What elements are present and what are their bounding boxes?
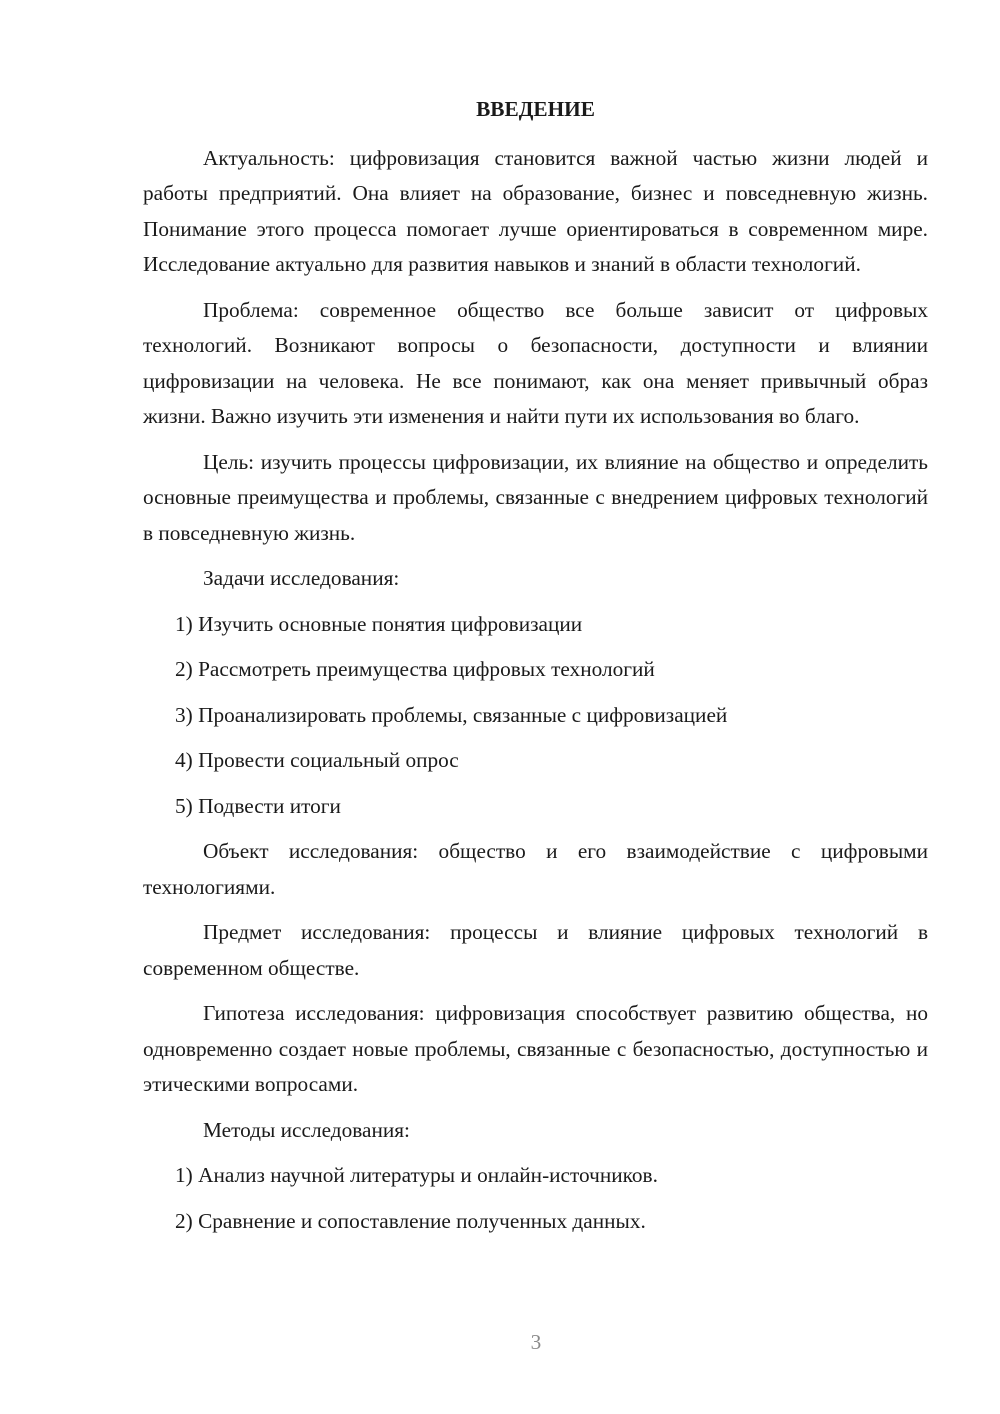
goal-paragraph: Цель: изучить процессы цифровизации, их влияние на общество и определить основные преимущества и проблемы, связанные с внедрением цифровых технологий в повседневную жизнь.	[143, 449, 928, 545]
subject-paragraph: Предмет исследования: процессы и влияние цифровых технологий в современном обществе.	[143, 920, 928, 980]
tasks-heading: Задачи исследования:	[203, 566, 400, 590]
document-page	[143, 92, 928, 1249]
page-title: ВВЕДЕНИЕ	[476, 97, 595, 121]
list-item: 1) Анализ научной литературы и онлайн-источников.	[175, 1163, 658, 1187]
list-item: 5) Подвести итоги	[175, 793, 341, 818]
list-item: 2) Сравнение и сопоставление полученных данных.	[175, 1208, 646, 1233]
tasks-list	[143, 607, 928, 825]
hypothesis-paragraph: Гипотеза исследования: цифровизация способствует развитию общества, но одновременно создает новые проблемы, связанные с безопасностью, доступностью и этическими вопросами.	[143, 1001, 928, 1096]
methods-list	[143, 1158, 928, 1239]
list-item: 1) Изучить основные понятия цифровизации	[175, 611, 583, 636]
methods-heading: Методы исследования:	[203, 1117, 410, 1142]
list-item: 4) Провести социальный опрос	[175, 748, 459, 772]
page-number: 3	[530, 1330, 542, 1354]
relevance-paragraph: Актуальность: цифровизация становится важной частью жизни людей и работы предприятий. Она влияет на образование, бизнес и повседневную жизнь. Понимание этого процесса помогает лучше ориентироваться в современном мире. Исследование актуально для развития навыков и знаний в области технологий.	[143, 145, 928, 276]
problem-paragraph: Проблема: современное общество все больше зависит от цифровых технологий. Возникают вопросы о безопасности, доступности и влиянии цифровизации на человека. Не все понимают, как она меняет привычный образ жизни. Важно изучить эти изменения и найти пути их использования во благо.	[143, 297, 928, 428]
object-paragraph: Объект исследования: общество и его взаимодействие с цифровыми технологиями.	[143, 839, 928, 899]
list-item: 3) Проанализировать проблемы, связанные с цифровизацией	[175, 702, 728, 727]
list-item: 2) Рассмотреть преимущества цифровых технологий	[175, 657, 655, 681]
